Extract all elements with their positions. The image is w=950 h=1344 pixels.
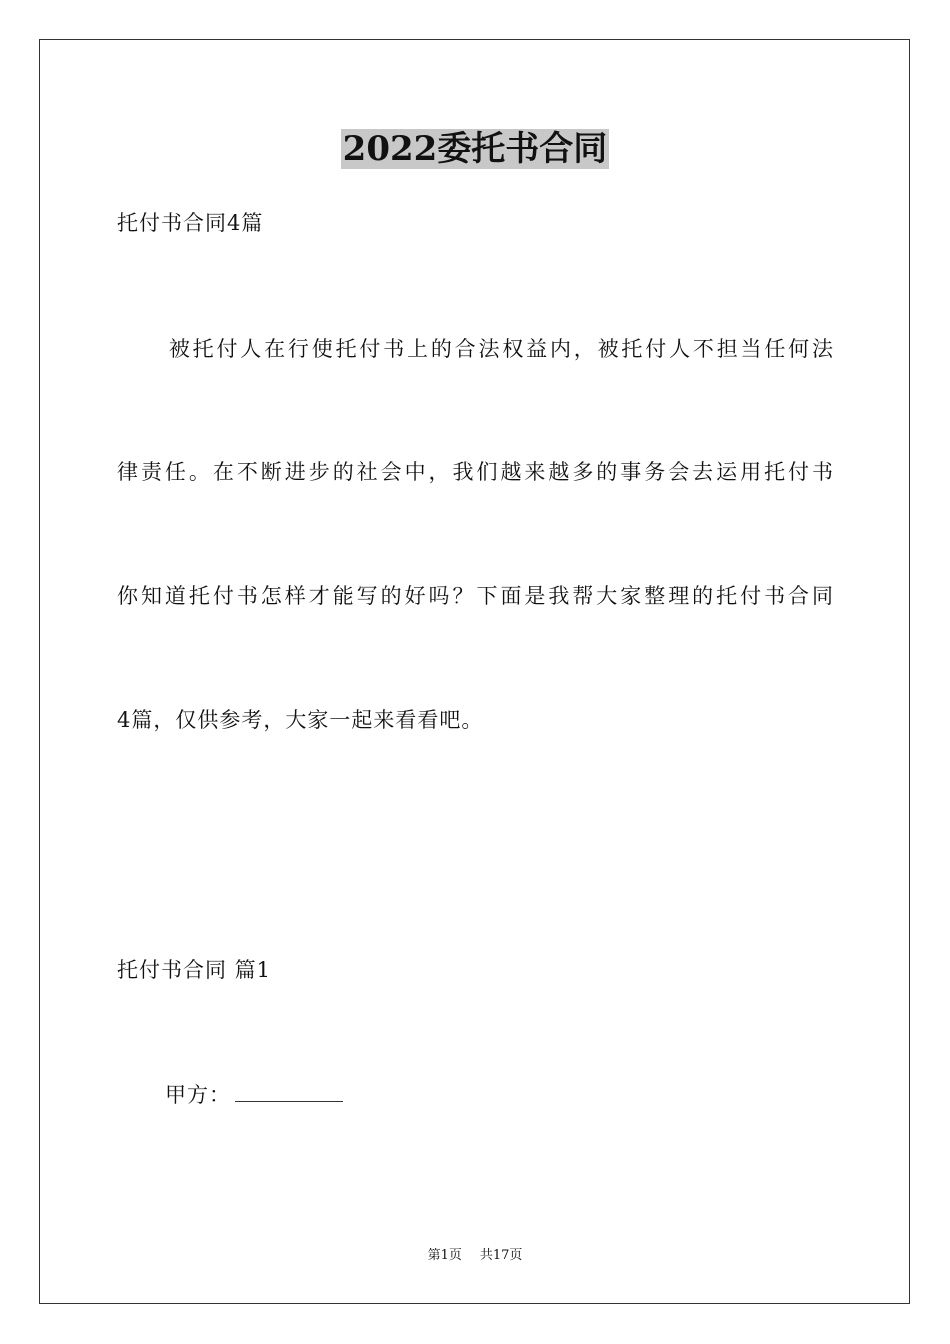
section-heading: 托付书合同 篇1 (117, 958, 272, 982)
party-a-label: 甲方： (165, 1083, 231, 1107)
total-pages: 共17页 (479, 1248, 523, 1263)
intro-line-4: 4篇，仅供参考，大家一起来看看吧。 (117, 708, 484, 732)
party-a-blank (235, 1081, 343, 1102)
intro-line-2: 律责任。在不断进步的社会中，我们越来越多的事务会去运用托付书 (117, 460, 833, 484)
intro-line-3: 你知道托付书怎样才能写的好吗？下面是我帮大家整理的托付书合同 (117, 584, 833, 608)
document-title (0, 125, 950, 173)
document-title-text: 2022委托书合同 (342, 129, 608, 169)
page-number: 第1页 (427, 1248, 462, 1263)
party-a-field (165, 1080, 343, 1110)
intro-line-1: 被托付人在行使托付书上的合法权益内，被托付人不担当任何法 (145, 337, 833, 361)
document-subtitle: 托付书合同4篇 (117, 211, 264, 235)
page-footer (0, 1247, 950, 1265)
